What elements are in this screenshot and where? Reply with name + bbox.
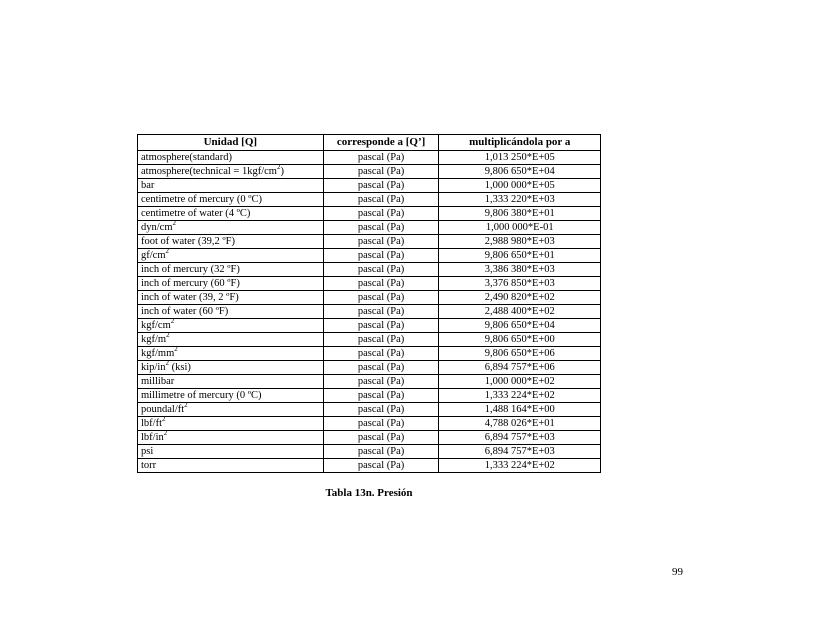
cell-unit: atmosphere(technical = $1kgf/cm^2$) [138,165,324,179]
table-row [138,403,601,417]
header-corresponds: corresponde a [Q’] [323,135,439,151]
cell-unit: lbf/$in^2$ [138,431,324,445]
table-row [138,263,601,277]
cell-corresponds: pascal (Pa) [323,319,439,333]
table-row [138,417,601,431]
cell-factor: 1,333 224*E+02 [439,389,601,403]
cell-factor: 2,988 980*E+03 [439,235,601,249]
cell-unit: psi [138,445,324,459]
cell-unit: poundal/$ft^2$ [138,403,324,417]
cell-corresponds: pascal (Pa) [323,179,439,193]
table-row [138,249,601,263]
header-multiply-by: multiplicándola por a [439,135,601,151]
cell-factor: 6,894 757*E+03 [439,431,601,445]
cell-unit: atmosphere(standard) [138,151,324,165]
header-unit: Unidad [Q] [138,135,324,151]
cell-factor: 9,806 650*E+04 [439,319,601,333]
cell-factor: 9,806 650*E+04 [439,165,601,179]
table-row [138,291,601,305]
cell-unit: millimetre of mercury (0 ºC) [138,389,324,403]
cell-corresponds: pascal (Pa) [323,431,439,445]
cell-corresponds: pascal (Pa) [323,417,439,431]
cell-factor: 1,333 224*E+02 [439,459,601,473]
cell-corresponds: pascal (Pa) [323,221,439,235]
cell-corresponds: pascal (Pa) [323,361,439,375]
cell-corresponds: pascal (Pa) [323,375,439,389]
cell-factor: 1,488 164*E+00 [439,403,601,417]
cell-unit: foot of water (39,2 ºF) [138,235,324,249]
cell-corresponds: pascal (Pa) [323,347,439,361]
cell-corresponds: pascal (Pa) [323,165,439,179]
table-row [138,221,601,235]
cell-factor: 3,386 380*E+03 [439,263,601,277]
cell-corresponds: pascal (Pa) [323,445,439,459]
cell-factor: 9,806 380*E+01 [439,207,601,221]
cell-unit: inch of water (39, 2 ºF) [138,291,324,305]
cell-factor: 6,894 757*E+06 [439,361,601,375]
cell-unit: inch of water (60 ºF) [138,305,324,319]
cell-factor: 1,333 220*E+03 [439,193,601,207]
cell-corresponds: pascal (Pa) [323,207,439,221]
table-caption: Tabla 13n. Presión [325,487,413,499]
table-row [138,179,601,193]
table-header-row [138,135,601,151]
cell-factor: 2,490 820*E+02 [439,291,601,305]
cell-factor: 9,806 650*E+00 [439,333,601,347]
cell-corresponds: pascal (Pa) [323,291,439,305]
cell-unit: centimetre of water (4 ºC) [138,207,324,221]
cell-unit: kgf/$m^2$ [138,333,324,347]
table-row [138,319,601,333]
cell-unit: dyn/$cm^2$ [138,221,324,235]
table-row [138,333,601,347]
cell-corresponds: pascal (Pa) [323,333,439,347]
cell-corresponds: pascal (Pa) [323,235,439,249]
conversion-table [137,134,601,473]
cell-unit: lbf/$ft^2$ [138,417,324,431]
cell-unit: inch of mercury (60 ºF) [138,277,324,291]
cell-corresponds: pascal (Pa) [323,249,439,263]
table-row [138,305,601,319]
table-row [138,361,601,375]
cell-corresponds: pascal (Pa) [323,305,439,319]
cell-factor: 1,000 000*E-01 [439,221,601,235]
cell-unit: kgf/$cm^2$ [138,319,324,333]
cell-factor: 9,806 650*E+01 [439,249,601,263]
table-row [138,459,601,473]
cell-unit: kgf/$mm^2$ [138,347,324,361]
cell-corresponds: pascal (Pa) [323,193,439,207]
cell-corresponds: pascal (Pa) [323,403,439,417]
table-row [138,389,601,403]
table-row [138,235,601,249]
table-row [138,193,601,207]
cell-unit: centimetre of mercury (0 ºC) [138,193,324,207]
cell-factor: 1,013 250*E+05 [439,151,601,165]
cell-unit: kip/$in^2$ (ksi) [138,361,324,375]
cell-factor: 6,894 757*E+03 [439,445,601,459]
cell-factor: 4,788 026*E+01 [439,417,601,431]
cell-corresponds: pascal (Pa) [323,389,439,403]
table-row [138,445,601,459]
cell-unit: millibar [138,375,324,389]
cell-unit: $gf/cm^2$ [138,249,324,263]
cell-unit: torr [138,459,324,473]
table-row [138,277,601,291]
table-row [138,207,601,221]
table-row [138,151,601,165]
cell-unit: bar [138,179,324,193]
table-row [138,375,601,389]
cell-corresponds: pascal (Pa) [323,151,439,165]
page-number: 99 [672,566,683,578]
cell-corresponds: pascal (Pa) [323,263,439,277]
cell-factor: 1,000 000*E+05 [439,179,601,193]
table-row [138,165,601,179]
cell-corresponds: pascal (Pa) [323,459,439,473]
cell-factor: 3,376 850*E+03 [439,277,601,291]
table-row [138,431,601,445]
cell-factor: 2,488 400*E+02 [439,305,601,319]
cell-corresponds: pascal (Pa) [323,277,439,291]
table-row [138,347,601,361]
cell-factor: 9,806 650*E+06 [439,347,601,361]
cell-factor: 1,000 000*E+02 [439,375,601,389]
cell-unit: inch of mercury (32 ºF) [138,263,324,277]
